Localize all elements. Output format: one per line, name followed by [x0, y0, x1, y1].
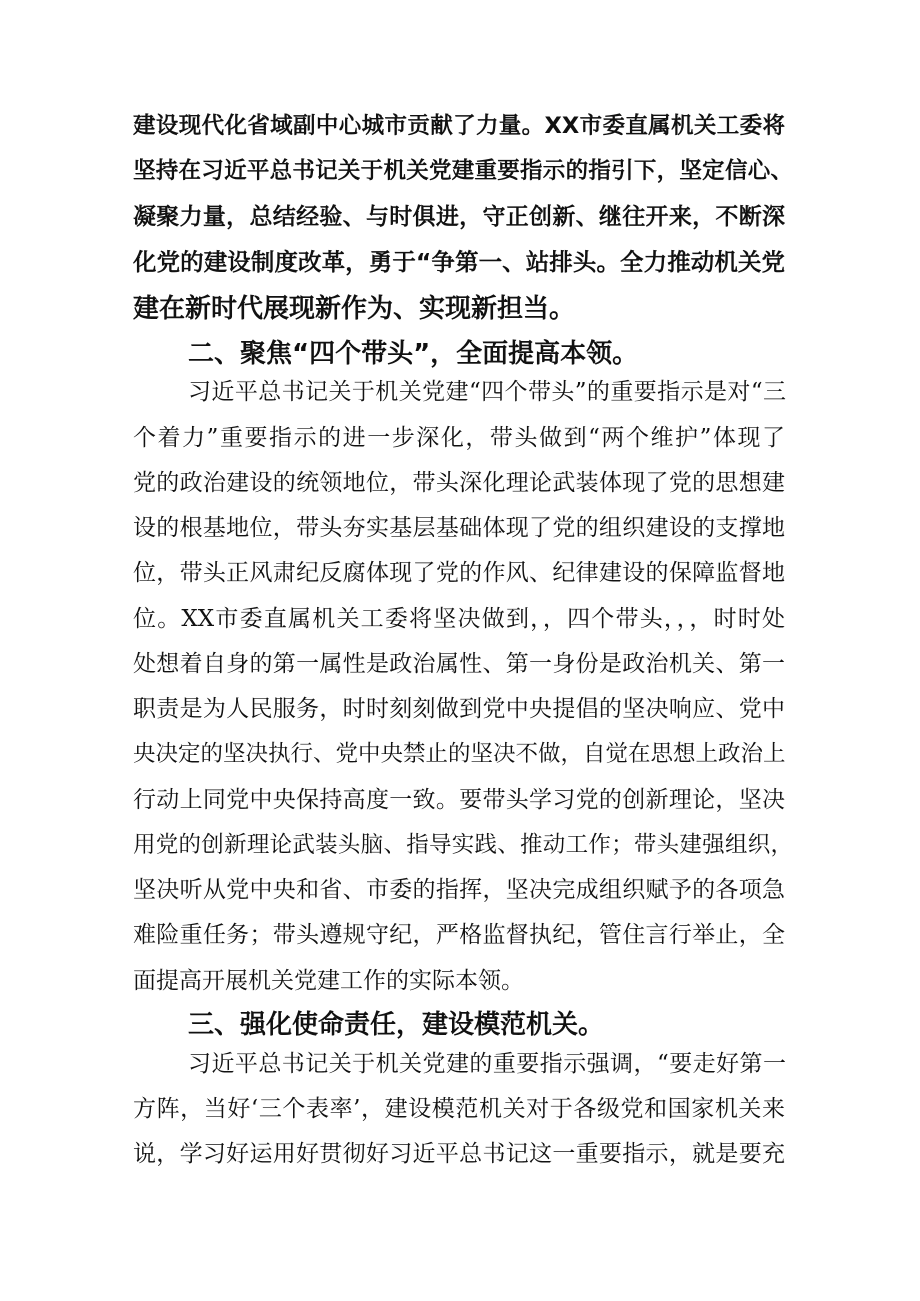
section-heading: 二、聚焦“四个带头”，全面提高本领。	[188, 339, 639, 369]
paragraph-line: 难险重任务；带头遵规守纪，严格监督执纪，管住言行举止，全	[133, 922, 785, 948]
paragraph-line: 央决定的坚决执行、党中央禁止的坚决不做，自觉在思想上政治上	[133, 741, 786, 767]
paragraph-line: 职责是为人民服务，时时刻刻做到党中央提倡的坚决响应、党中	[133, 696, 785, 722]
paragraph-line: 位，带头正风肃纪反腐体现了党的作风、纪律建设的保障监督地	[133, 560, 785, 586]
paragraph-line: 坚决听从党中央和省、市委的指挥，坚决完成组织赋予的各项急	[133, 877, 785, 903]
intro-line: 建设现代化省域副中心城市贡献了力量。XX市委直属机关工委将	[133, 113, 785, 139]
intro-line: 建在新时代展现新作为、实现新担当。	[133, 294, 576, 324]
paragraph-line: 行动上同党中央保持高度一致。要带头学习党的创新理论，坚决	[133, 787, 785, 813]
paragraph-line: 方阵，当好‘三个表率’，建设模范机关对于各级党和国家机关来	[133, 1096, 785, 1122]
paragraph-line: 习近平总书记关于机关党建的重要指示强调，“要走好第一	[188, 1051, 786, 1077]
intro-line: 凝聚力量，总结经验、与时俱进，守正创新、继往开来，不断深	[133, 204, 785, 230]
paragraph-line: 处想着自身的第一属性是政治属性、第一身份是政治机关、第一	[133, 651, 785, 677]
paragraph-line: 个着力”重要指示的进一步深化，带头做到“两个维护”体现了	[133, 425, 785, 451]
paragraph-line: 设的根基地位，带头夯实基层基础体现了党的组织建设的支撑地	[133, 515, 785, 541]
paragraph-line: 用党的创新理论武装头脑、指导实践、推动工作；带头建强组织，	[133, 832, 793, 858]
paragraph-line: 说，学习好运用好贯彻好习近平总书记这一重要指示，就是要充	[133, 1141, 785, 1167]
intro-line: 坚持在习近平总书记关于机关党建重要指示的指引下，坚定信心、	[133, 158, 793, 184]
paragraph-line: 党的政治建设的统领地位，带头深化理论武装体现了党的思想建	[133, 470, 785, 496]
paragraph-line: 面提高开展机关党建工作的实际本领。	[133, 968, 524, 994]
section-heading: 三、强化使命责任，建设模范机关。	[188, 1010, 605, 1040]
paragraph-line: 位。XX市委直属机关工委将坚决做到，，四个带头，，，时时处	[133, 606, 785, 632]
intro-line: 化党的建设制度改革，勇于“争第一、站排头。全力推动机关党	[133, 248, 785, 276]
paragraph-line: 习近平总书记关于机关党建“四个带头”的重要指示是对“三	[188, 379, 786, 405]
